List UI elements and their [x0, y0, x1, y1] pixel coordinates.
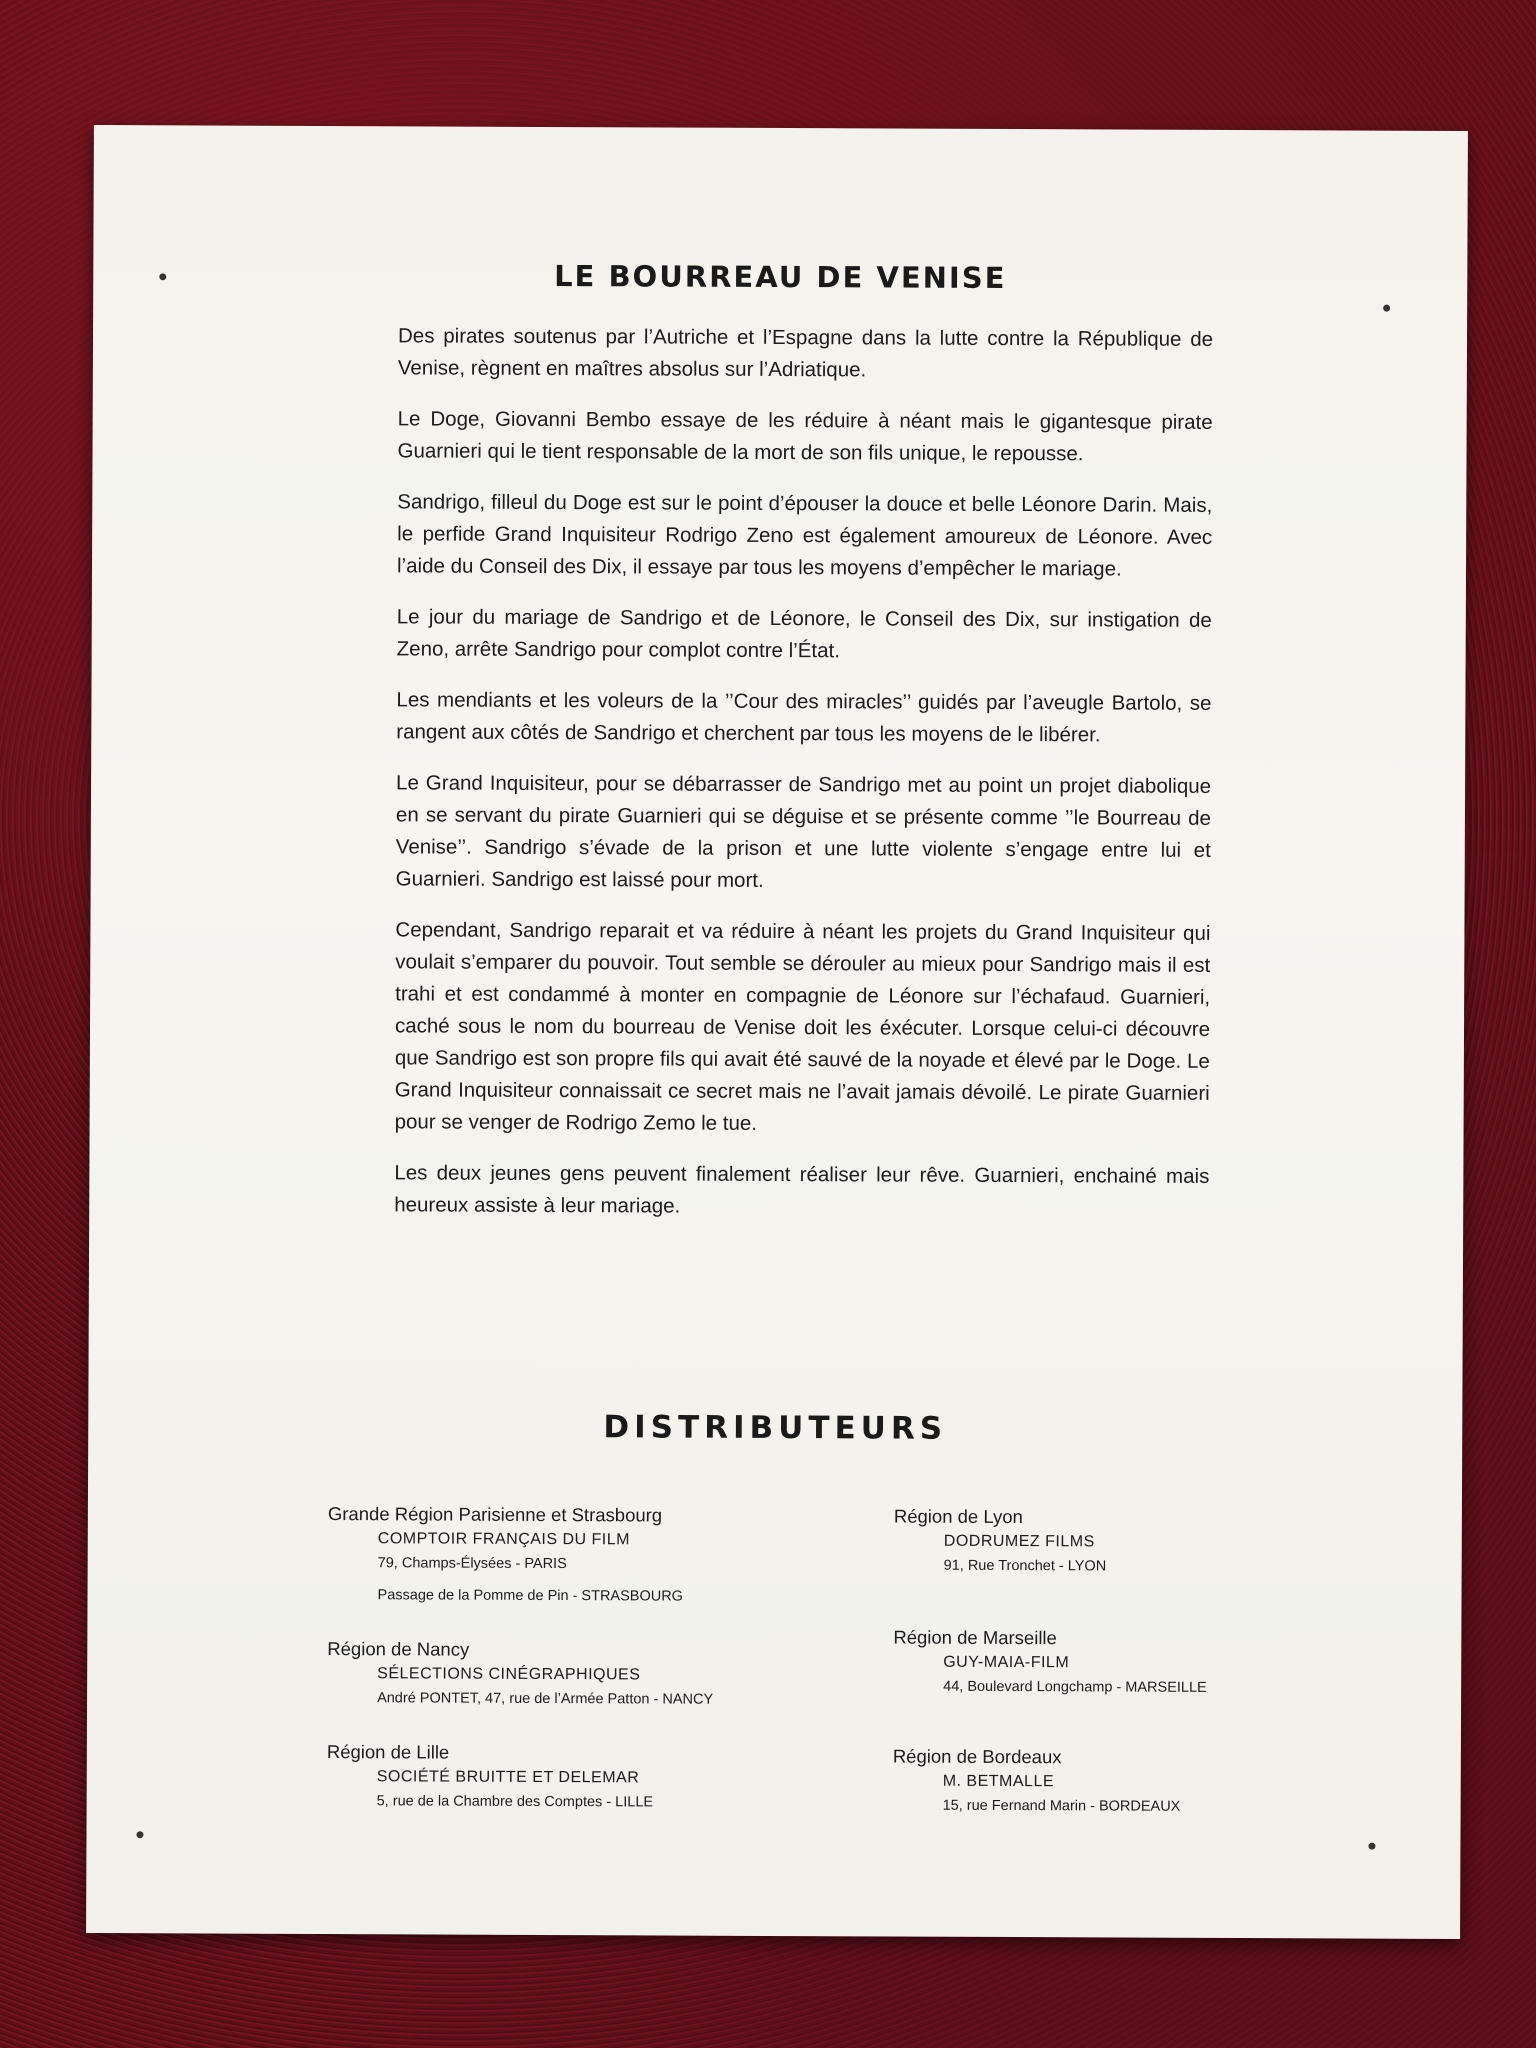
synopsis — [394, 320, 1213, 1244]
company-name: SOCIÉTÉ BRUITTE ET DELEMAR — [376, 1768, 640, 1787]
company-name: GUY-MAIA-FILM — [943, 1653, 1070, 1672]
pin-hole — [136, 1831, 143, 1838]
region-name: Région de Bordeaux — [892, 1745, 1062, 1768]
pin-hole — [1368, 1843, 1375, 1850]
region-name: Grande Région Parisienne et Strasbourg — [327, 1503, 663, 1526]
distributor-entry — [894, 1504, 1107, 1579]
company-address: 79, Champs-Élysées - PARIS — [377, 1555, 567, 1573]
synopsis-paragraph: Les deux jeunes gens peuvent finalement réaliser leur rêve. Guarnieri, enchainé mais heureux assiste à leur mariage. — [394, 1161, 1210, 1218]
region-name: Région de Marseille — [893, 1626, 1057, 1649]
synopsis-paragraph: Le Grand Inquisiteur, pour se débarrasser de Sandrigo met au point un projet diabolique en se servant du pirate Guarnieri qui se déguise et se présente comme ’’le Bourreau de Venise’’. Sandrigo s’évade de la prison et une lutte violente s’engage entre lui et Guarnieri. Sandrigo est laissé pour mort. — [395, 771, 1212, 892]
company-address: 91, Rue Tronchet - LYON — [943, 1557, 1107, 1575]
distributor-entry — [327, 1739, 654, 1814]
distributors-heading: DISTRIBUTEURS — [603, 1409, 948, 1447]
distributor-entry — [327, 1636, 713, 1712]
distributors-left-column — [326, 1501, 888, 1811]
synopsis-paragraph: Sandrigo, filleul du Doge est sur le point d’épouser la douce et belle Léonore Darin. Mais, le perfide Grand Inquisiteur Rodrigo Zeno est également amoureux de Léonore. Avec l’aide du Conseil des Dix, il essaye par tous les moyens d’empêcher le mariage. — [396, 490, 1213, 581]
document-sheet — [86, 125, 1468, 1939]
company-name: SÉLECTIONS CINÉGRAPHIQUES — [377, 1665, 641, 1684]
company-name: DODRUMEZ FILMS — [943, 1532, 1095, 1551]
pin-hole — [1383, 305, 1390, 312]
distributor-entry — [327, 1501, 683, 1609]
company-name: COMPTOIR FRANÇAIS DU FILM — [377, 1530, 631, 1549]
synopsis-paragraph: Le Doge, Giovanni Bembo essaye de les réduire à néant mais le gigantesque pirate Guarnieri qui le tient responsable de la mort de son fils unique, le repousse. — [397, 407, 1213, 466]
company-address: 5, rue de la Chambre des Comptes - LILLE — [376, 1793, 654, 1811]
synopsis-paragraph: Des pirates soutenus par l’Autriche et l’Espagne dans la lutte contre la République de Venise, règnent en maîtres absolus sur l’Adriatique. — [397, 324, 1214, 382]
company-address: 15, rue Fernand Marin - BORDEAUX — [942, 1797, 1181, 1815]
synopsis-paragraph: Cependant, Sandrigo reparait et va réduire à néant les projets du Grand Inquisiteur qui voulait s’emparer du pouvoir. Tout semble se dérouler au mieux pour Sandrigo mais il est trahi et est condammé à monter en compagnie de Léonore sur l’échafaud. Guarnieri, caché sous le nom du bourreau de Venise doit les éxécuter. Lorsque celui-ci découvre que Sandrigo est son propre fils qui avait été sauvé de la noyade et élevé par le Doge. Le Grand Inquisiteur connaissait ce secret mais ne l’avait jamais dévoilé. Le pirate Guarnieri pour se venger de Rodrigo Zemo le tue. — [394, 918, 1211, 1135]
region-name: Région de Lyon — [893, 1505, 1023, 1528]
synopsis-paragraph: Le jour du mariage de Sandrigo et de Léonore, le Conseil des Dix, sur instigation de Zeno, arrête Sandrigo pour complot contre l’État. — [396, 605, 1212, 663]
region-name: Région de Lille — [326, 1741, 450, 1763]
company-address: André PONTET, 47, rue de l’Armée Patton - NANCY — [377, 1690, 714, 1708]
distributor-entry — [893, 1625, 1207, 1700]
region-name: Région de Nancy — [327, 1638, 470, 1660]
distributors-right-column — [892, 1504, 1354, 1815]
page-title: LE BOURREAU DE VENISE — [554, 259, 1007, 295]
company-address: 44, Boulevard Longchamp - MARSEILLE — [943, 1678, 1207, 1696]
distributor-entry — [893, 1744, 1181, 1819]
company-name: M. BETMALLE — [942, 1772, 1055, 1791]
company-address-secondary: Passage de la Pomme de Pin - STRASBOURG — [377, 1587, 684, 1605]
synopsis-paragraph: Les mendiants et les voleurs de la ’’Cour des miracles’’ guidés par l’aveugle Bartolo, se rangent aux côtés de Sandrigo et cherchent par tous les moyens de le libérer. — [396, 688, 1212, 747]
